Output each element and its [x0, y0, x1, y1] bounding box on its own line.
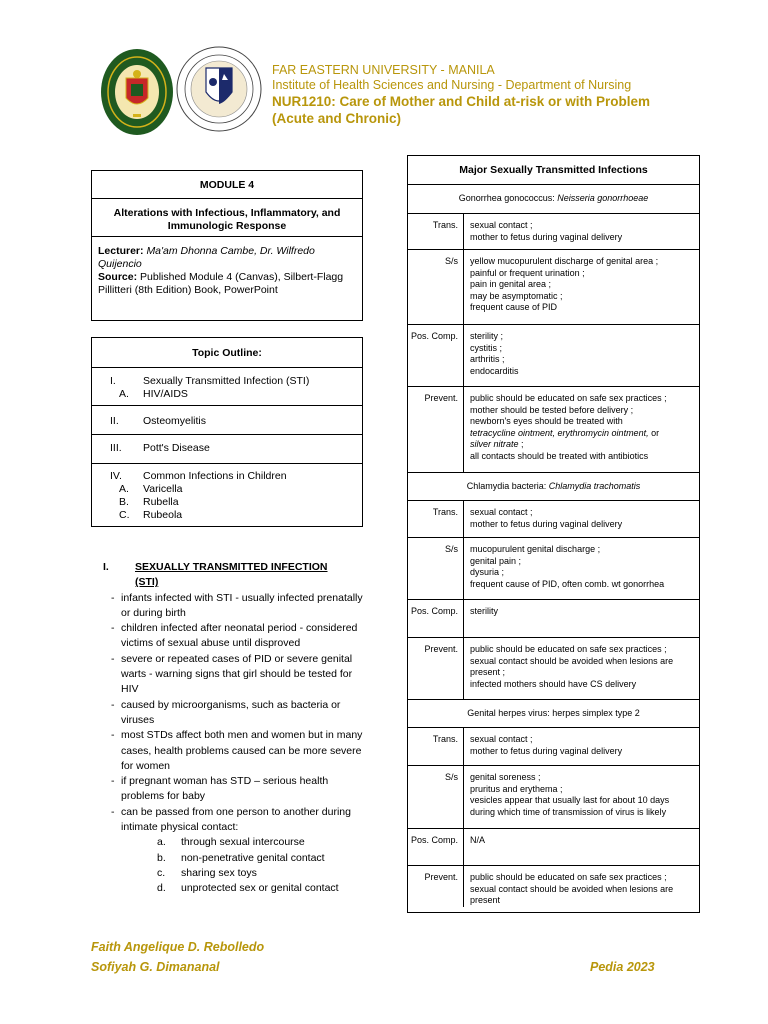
table-row: Trans. sexual contact ; mother to fetus during vaginal delivery: [408, 501, 699, 538]
table-row: Pos. Comp. N/A: [408, 829, 699, 866]
ihsn-seal-logo: [176, 46, 262, 132]
source-label: Source:: [98, 271, 138, 283]
list-item: - most STDs affect both men and women but in many cases, health problems caused can be more severe for women: [111, 729, 363, 772]
institute-name: Institute of Health Sciences and Nursing - Department of Nursing: [272, 78, 632, 92]
course-title-line2: (Acute and Chronic): [272, 111, 402, 126]
table-row: Trans. sexual contact ; mother to fetus during vaginal delivery: [408, 214, 699, 250]
module-info-box: [91, 170, 363, 321]
table-section-header: Chlamydia bacteria: Chlamydia trachomatis: [408, 473, 699, 501]
table-row: S/s yellow mucopurulent discharge of genital area ; painful or frequent urination ; pain in genital area ; may be asymptomatic ; frequent cause of PID: [408, 250, 699, 325]
outline-item: I. Sexually Transmitted Infection (STI) A. HIV/AIDS: [92, 368, 362, 406]
sub-list-item: a. through sexual intercourse: [157, 836, 305, 849]
university-name: FAR EASTERN UNIVERSITY - MANILA: [272, 63, 495, 77]
document-header: [272, 63, 742, 127]
feu-seal-logo: [100, 48, 174, 136]
list-item: - caused by microorganisms, such as bacteria or viruses: [111, 698, 341, 726]
source-text: Published Module 4 (Canvas), Silbert-Flagg Pillitteri (8th Edition) Book, PowerPoint: [98, 271, 344, 296]
list-item: - if pregnant woman has STD – serious health problems for baby: [111, 775, 329, 803]
footer-course-year: Pedia 2023: [590, 960, 655, 974]
sub-list-item: d. unprotected sex or genital contact: [157, 882, 339, 895]
topic-outline-box: [91, 337, 363, 527]
outline-item: III. Pott's Disease: [92, 435, 362, 464]
table-row: S/s genital soreness ; pruritus and erythema ; vesicles appear that usually last for about 10 days during which time of transmission of virus is likely: [408, 766, 699, 829]
table-row: Prevent. public should be educated on safe sex practices ; mother should be tested before delivery ; newborn's eyes should be treated with tetracycline ointment, erythromycin ointment, or silver nitrate ; all contacts should be treated with antibiotics: [408, 387, 699, 473]
table-title: Major Sexually Transmitted Infections: [408, 156, 699, 185]
section-heading: I. SEXUALLY TRANSMITTED INFECTION: [103, 561, 328, 573]
table-row: Pos. Comp. sterility: [408, 600, 699, 638]
table-row: Prevent. public should be educated on safe sex practices ; sexual contact should be avoided when lesions are present: [408, 866, 699, 907]
author-name-2: Sofiyah G. Dimananal: [91, 960, 220, 974]
sub-list-item: b. non-penetrative genital contact: [157, 851, 325, 864]
table-row: Pos. Comp. sterility ; cystitis ; arthritis ; endocarditis: [408, 325, 699, 387]
outline-item: IV. Common Infections in Children A. Varicella B. Rubella C. Rubeola: [110, 470, 287, 521]
lecturer-names: Ma'am Dhonna Cambe, Dr. Wilfredo Quijencio: [98, 245, 315, 270]
table-row: S/s mucopurulent genital discharge ; genital pain ; dysuria ; frequent cause of PID, often comb. wt gonorrhea: [408, 538, 699, 600]
author-name-1: Faith Angelique D. Rebolledo: [91, 940, 265, 954]
sti-table: [407, 155, 700, 913]
list-item: - infants infected with STI - usually infected prenatally or during birth: [111, 591, 363, 619]
sti-section: I. SEXUALLY TRANSMITTED INFECTION (STI) - infants infected with STI - usually infected prenatally or during birth - children infected after neonatal period - considered victims of sexual abuse until disproved - severe or repeated cases of PID or severe genital warts - warning signs that girl should be tested for HIV - caused by microorganisms, such as bacteria or viruses - most STDs affect both men and women but in many cases, health problems caused can be more severe for women - if pregnant woman has STD – serious health problems for baby - can be passed from one person to another during intimate physical contact: a. through sexual intercourse b. non-penetrative genital contact c. sharing sex toys d. unprotected sex or genital contact: [103, 560, 365, 897]
list-item: - severe or repeated cases of PID or severe genital warts - warning signs that girl should be tested for HIV: [111, 652, 353, 696]
table-row: Prevent. public should be educated on safe sex practices ; sexual contact should be avoided when lesions are present ; infected mothers should have CS delivery: [408, 638, 699, 700]
sub-list-item: c. sharing sex toys: [157, 866, 257, 879]
table-section-header: Gonorrhea gonococcus: Neisseria gonorrhoeae: [408, 185, 699, 214]
outline-title: Topic Outline:: [92, 338, 362, 368]
module-subtitle: Alterations with Infectious, Inflammatory, and Immunologic Response: [92, 199, 362, 237]
module-credits: [92, 237, 362, 297]
course-title-line1: NUR1210: Care of Mother and Child at-risk or with Problem: [272, 94, 651, 109]
outline-item: II. Osteomyelitis: [92, 406, 362, 435]
table-section-header: Genital herpes virus: herpes simplex type 2: [408, 700, 699, 728]
list-item: - children infected after neonatal period - considered victims of sexual abuse until disproved: [111, 622, 358, 650]
module-title: MODULE 4: [92, 171, 362, 199]
lecturer-label: Lecturer:: [98, 245, 144, 257]
list-item: - can be passed from one person to another during intimate physical contact:: [111, 805, 351, 834]
table-row: Trans. sexual contact ; mother to fetus during vaginal delivery: [408, 728, 699, 766]
